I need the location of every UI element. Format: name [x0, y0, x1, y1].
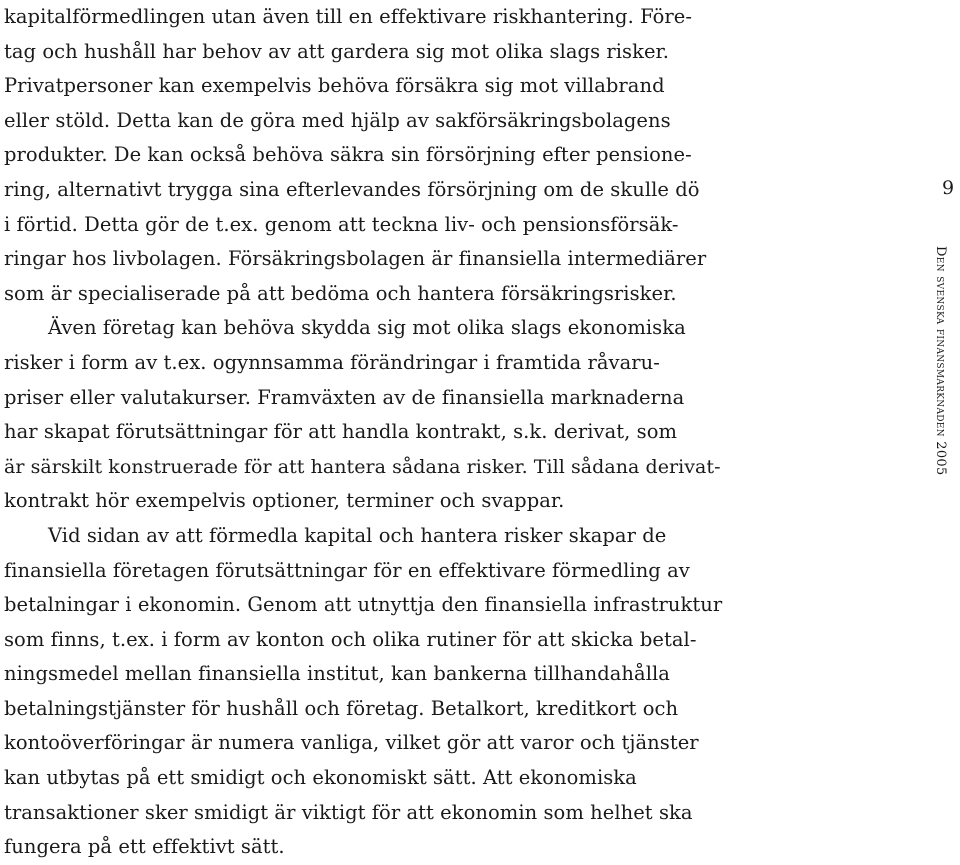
text-line: i förtid. Detta gör de t.ex. genom att teckna liv- och pensionsförsäk- — [4, 212, 679, 236]
text-line: betalningar i ekonomin. Genom att utnyttja den finansiella infrastruktur — [4, 593, 723, 617]
paragraph-first-line: Vid sidan av att förmedla kapital och hantera risker skapar de — [48, 523, 667, 547]
text-line: priser eller valutakurser. Framväxten av de finansiella marknaderna — [4, 385, 685, 409]
text-line: fungera på ett effektivt sätt. — [4, 835, 285, 859]
text-line: som finns, t.ex. i form av konton och olika rutiner för att skicka betal- — [4, 627, 697, 651]
text-line: Privatpersoner kan exempelvis behöva försäkra sig mot villabrand — [4, 74, 665, 98]
text-line: ringar hos livbolagen. Försäkringsbolagen är finansiella intermediärer — [4, 247, 707, 271]
text-line: kapitalförmedlingen utan även till en effektivare riskhantering. Före- — [4, 5, 692, 28]
paragraph-first-line: Även företag kan behöva skydda sig mot olika slags ekonomiska — [48, 316, 686, 340]
page-number: 9 — [941, 177, 955, 199]
text-line: transaktioner sker smidigt är viktigt för att ekonomin som helhet ska — [4, 800, 693, 824]
text-line: betalningstjänster för hushåll och företag. Betalkort, kreditkort och — [4, 696, 679, 720]
text-line: kan utbytas på ett smidigt och ekonomiskt sätt. Att ekonomiska — [4, 766, 637, 790]
text-line: har skapat förutsättningar för att handla kontrakt, s.k. derivat, som — [4, 420, 678, 444]
text-line: kontoöverföringar är numera vanliga, vilket gör att varor och tjänster — [4, 731, 699, 755]
text-line: som är specialiserade på att bedöma och hantera försäkringsrisker. — [4, 281, 677, 305]
text-line: produkter. De kan också behöva säkra sin försörjning efter pensione- — [4, 143, 692, 167]
text-line: tag och hushåll har behov av att gardera sig mot olika slags risker. — [4, 39, 670, 63]
text-line: eller stöld. Detta kan de göra med hjälp av sakförsäkringsbolagens — [4, 108, 671, 132]
text-line: ring, alternativt trygga sina efterlevandes försörjning om de skulle dö — [4, 177, 700, 201]
body-text — [4, 0, 724, 865]
text-line: ningsmedel mellan finansiella institut, kan bankerna tillhandahålla — [4, 662, 670, 686]
text-line: risker i form av t.ex. ogynnsamma förändringar i framtida råvaru- — [4, 350, 660, 374]
text-line: kontrakt hör exempelvis optioner, terminer och svappar. — [4, 489, 565, 513]
running-head: Den svenska finansmarknaden 2005 — [933, 246, 948, 476]
text-line: finansiella företagen förutsättningar för en effektivare förmedling av — [4, 558, 690, 582]
text-line: är särskilt konstruerade för att hantera sådana risker. Till sådana derivat- — [4, 455, 721, 478]
